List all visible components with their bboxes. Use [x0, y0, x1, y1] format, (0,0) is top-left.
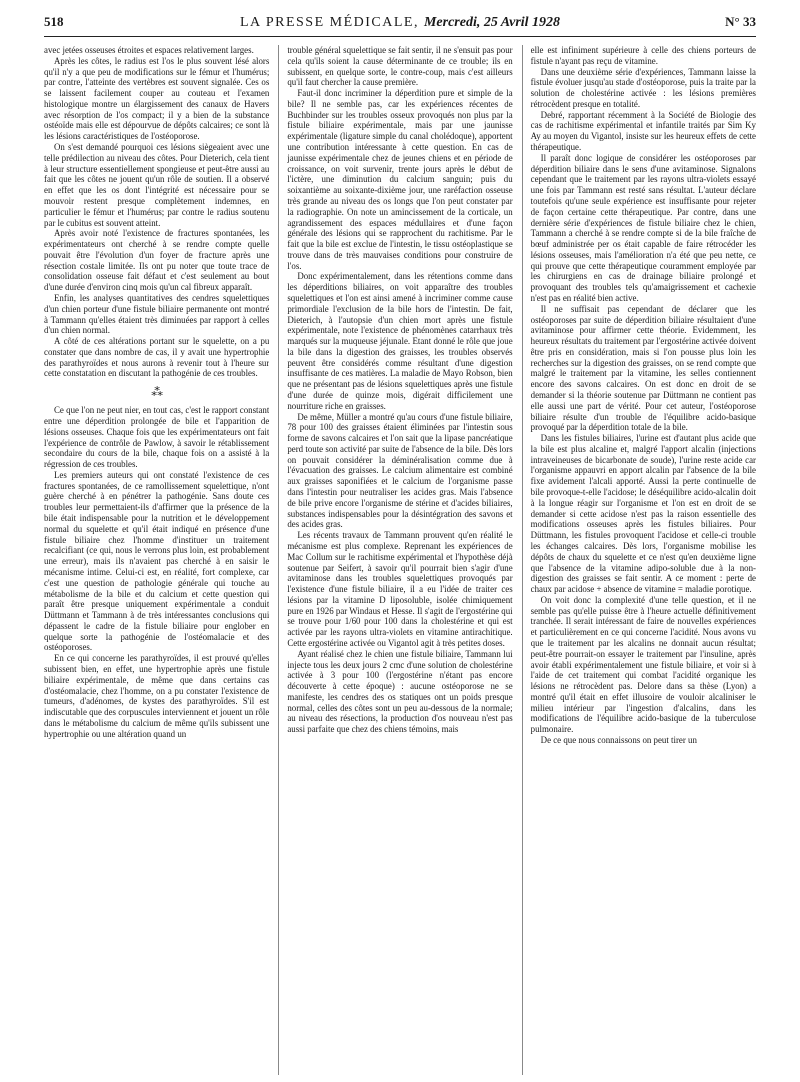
paragraph: De ce que nous connaissons on peut tirer un: [540, 735, 697, 745]
paragraph: avec jetées osseuses étroites et espaces relativement larges.: [44, 45, 254, 55]
paragraph: Donc expérimentalement, dans les rétentions comme dans les déperditions biliaires, on voit apparaître des troubles squelettiques et l'on est ainsi amené à incriminer comme cause primordiale l'exclusion de la bile hors de l'intestin. De fait, Dieterich, à l'autopsie d'un chien mort après une fistule expérimentale, note l'existence de phénomènes catarrhaux très marqués sur la muqueuse jéjunale. Etant donné le rôle que joue la bile dans la digestion des graisses, les troubles observés peuvent être considérés comme résultant d'une digestion insuffisante de ces matières. La maladie de Mayo Robson, bien que ne présentant pas de lésions squelettiques après une fistule d'une durée de quinze mois, digérait difficilement une nourriture riche en graisses.: [287, 271, 513, 411]
issue-number: N° 33: [725, 14, 756, 29]
paragraph: Après avoir noté l'existence de fractures spontanées, les expérimentateurs ont cherché à se rendre compte quelle pouvait être l'évolution d'un foyer de fracture après une résection costale limitée. Ils ont pu noter que toute trace de consolidation osseuse fait défaut et c'est seulement au bout d'une durée d'environ cinq mois qu'un cal fibreux apparaît.: [44, 228, 270, 293]
paragraph: Après les côtes, le radius est l'os le plus souvent lésé alors qu'il n'y a que peu de modifications sur le fémur et l'humérus; par contre, l'atteinte des vertèbres est souvent signalée. Ces os se laissent facilement couper au couteau et l'examen histologique montre un élargissement des canaux de Havers avec résorption de l'os compact; il y a bien de la substance ostéoïde mais elle est dépourvue de dépôts calcaires; ce sont là les lésions caractéristiques de l'ostéoporose.: [44, 55, 270, 142]
paragraph: Les récents travaux de Tammann prouvent qu'en réalité le mécanisme est plus complexe. Reprenant les expériences de Mac Collum sur le rachitisme expérimental et l'hypothèse déjà soutenue par Seifert, à savoir qu'il pourrait bien s'agir d'une avitaminose dans les troubles squelettiques provoqués par l'existence d'une fistule biliaire, il a eu l'idée de traiter ces lésions par la vitamine D liposoluble, isolée chimiquement pure en 1926 par Windaus et Hesse. Il s'agit de l'ergostérine qui se trouve pour 1/60 pour 100 dans la cholestérine et qui est activée par les rayons ultra-violets en vitamine antirachitique. Cette ergostérine activée ou Vigantol agit à très petites doses.: [287, 530, 513, 648]
journal-title-line: [104, 15, 696, 31]
journal-title: LA PRESSE MÉDICALE,: [239, 15, 419, 30]
paragraph: Faut-il donc incriminer la déperdition pure et simple de la bile? Il ne semble pas, car les expériences récentes de Buchbinder sur les troubles osseux provoqués non plus par la fistule biliaire expérimentale, mais par une jaunisse expérimentale (ligature simple du canal cholédoque), apportent une contribution intéressante à cette question. En cas de jaunisse expérimentale chez de jeunes chiens et en période de croissance, on voit survenir, trente jours après le début de l'ictère, une diminution du calcium sanguin; puis du soixantième au soixante-dixième jour, une raréfaction osseuse très grande au niveau des os longs que l'on peut constater par la radiographie. On note un amincissement de la corticale, un agrandissement des espaces médullaires et d'une façon générale des lésions qui se rapprochent du rachitisme. Par le fait que la bile est exclue de l'intestin, le tissu ostéoplastique se trouve dans de très mauvaises conditions pour construire de l'os.: [287, 88, 513, 271]
paragraph: Dans une deuxième série d'expériences, Tammann laisse la fistule évoluer jusqu'au stade d'ostéoporose, puis la traite par la solution de cholestérine activée : les lésions premières rétrocèdent presque en totalité.: [530, 66, 756, 109]
paragraph: Ayant réalisé chez le chien une fistule biliaire, Tammann lui injecte tous les deux jours 2 cmc d'une solution de cholestérine activée à 3 pour 100 (l'ergostérine n'étant pas encore découverte à cette époque) : aucune ostéoporose ne se manifeste, les cendres des os statiques ont un poids presque normal, celles des côtes sont un peu au-dessous de la normale; au niveau des résections, la production d'os nouveau n'est pas aussi parfaite que chez des chiens témoins, mais: [287, 648, 513, 735]
running-header: [44, 14, 756, 37]
section-separator: ⁂: [151, 385, 163, 400]
paragraph: trouble général squelettique se fait sentir, il ne s'ensuit pas pour cela qu'ils soient la cause déterminante de ce trouble; ils en subissent, en quelque sorte, le contre-coup, mais c'est ailleurs qu'il faut chercher la cause première.: [287, 45, 513, 88]
paragraph: De même, Müller a montré qu'au cours d'une fistule biliaire, 78 pour 100 des graisses étaient éliminées par l'intestin sous forme de savons calcaires et l'on sait que la lipase pancréatique perd toute son activité par suite de l'absence de la bile. Dès lors on pouvait considérer la déminéralisation comme due à l'évacuation des graisses. Le calcium alimentaire est combiné aux graisses saponifiées et le calcium de l'organisme passe dans l'intestin pour neutraliser les acides gras. Mais l'absence de bile prive encore l'organisme de stérine et d'acides biliaires, substances indispensables pour la désintégration des savons et des acides gras.: [287, 411, 513, 530]
paragraph: Dans les fistules biliaires, l'urine est d'autant plus acide que la bile est plus alcaline et, malgré l'apport alcalin (injections intraveineuses de bicarbonate de soude), l'urine reste acide car l'organisme appauvri en apport alcalin par l'absence de la bile fixe avidement l'alcali apporté. Aussi la perte continuelle de bile provoque-t-elle l'acidose; le déséquilibre acido-alcalin doit à la longue réagir sur l'organisme et l'on est en droit de se demander si cette acidose n'est pas la raison essentielle des modifications osseuses après les fistules biliaires. Pour Düttmann, les fistules provoquent l'acidose et celle-ci trouble les échanges calcaires. Dès lors, l'organisme mobilise les dépôts de chaux du squelette et ce n'est qu'en deuxième ligne que l'absence de la vitamine adipo-soluble due à la non-digestion des graisses se fait sentir. A ce moment : perte de chaux par acidose + absence de vitamine = maladie porotique.: [530, 433, 756, 595]
paragraph: On voit donc la complexité d'une telle question, et il ne semble pas qu'elle puisse être à l'heure actuelle définitivement tranchée. Il serait intéressant de faire de nouvelles expériences et particulièrement en ce qui concerne l'acidité. Nous avons vu que le traitement par les alcalins ne donnait aucun résultat; peut-être pourrait-on essayer le traitement par l'insuline, après avoir établi expérimentalement une fistule biliaire, et voir si à l'aide de cet traitement qui combat l'acidité organique les lésions ne rétrocèdent pas. Delore dans sa thèse (Lyon) a montré qu'il était en effet illusoire de vouloir alcaliniser le milieu intérieur par l'ingestion d'alcalins, dans les modifications de l'équilibre acido-basique de la tuberculose pulmonaire.: [530, 594, 756, 735]
text-columns: [44, 45, 756, 1075]
paragraph: Il ne suffisait pas cependant de déclarer que les ostéoporoses par suite de déperdition biliaire résultaient d'une avitaminose pour affirmer cette théorie. Evidemment, les heureux résultats du traitement par l'ergostérine activée doivent être pris en considération, mais si l'on pousse plus loin les recherches sur la digestion des graisses, on se rend compte que malgré le traitement par la vitamine, les selles contiennent encore des savons calcaires. On est donc en droit de se demander si la théorie soutenue par Düttmann ne contient pas elle aussi une part de vérité. Pour cet auteur, l'ostéoporose biliaire résulte d'un trouble de l'équilibre acido-basique provoqué par la déperdition totale de la bile.: [530, 303, 756, 433]
paragraph: Il paraît donc logique de considérer les ostéoporoses par déperdition biliaire dans le sens d'une avitaminose. Signalons cependant que le traitement par les rayons ultra-violets essayé une fois par Tammann est resté sans résultat. L'auteur déclare toutefois qu'une seule expérience est insuffisante pour rejeter de façon certaine cette thérapeutique. Par contre, dans une dernière série d'expériences de fistule biliaire chez le chien, Tammann a cherché à se rendre compte si de la bile fraîche de bœuf administrée per os était capable de faire rétrocéder les lésions osseuses, mais l'amélioration n'a été que peu nette, ce qui prouve que cette thérapeutique couramment employée par les chirurgiens en cas de drainage biliaire prolongé et provoquant des troubles tels qu'amaigrissement et cachexie n'est pas en réalité bien active.: [530, 152, 756, 303]
column-3: [522, 45, 756, 1075]
issue-date: Mercredi, 25 Avril 1928: [423, 15, 561, 30]
paragraph: On s'est demandé pourquoi ces lésions siègeaient avec une telle prédilection au niveau des côtes. Pour Dieterich, cela tient à leur structure essentiellement spongieuse et peut-être aussi au fait que les côtes ne jouent qu'un rôle de soutien. Il a observé en effet que les os dont l'intégrité est nécessaire pour se mouvoir restent presque complètement indemnes, en particulier le fémur et l'humérus; par contre le radius soutenu par le cubitus est souvent atteint.: [44, 142, 270, 228]
column-1: [44, 45, 269, 1075]
paragraph: En ce qui concerne les parathyroïdes, il est prouvé qu'elles subissent bien, en effet, une hypertrophie après une fistule biliaire expérimentale, de même que dans certains cas d'ostéomalacie, chez l'homme, on a pu constater l'existence de tumeurs, d'adénomes, de kystes des parathyroïdes. S'il est indiscutable que des corpuscules interviennent et jouent un rôle dans le métabolisme du calcium de même qu'ils subissent une hypertrophie ou une altération quand un: [44, 653, 270, 739]
paragraph: elle est infiniment supérieure à celle des chiens porteurs de fistule n'ayant pas reçu de vitamine.: [530, 45, 756, 66]
paragraph: Enfin, les analyses quantitatives des cendres squelettiques d'un chien porteur d'une fistule biliaire permanente ont montré à Tammann qu'elles étaient très diminuées par rapport à celles d'un chien normal.: [44, 292, 270, 336]
page-number: 518: [44, 14, 64, 29]
paragraph: Les premiers auteurs qui ont constaté l'existence de ces fractures spontanées, de ce ramollissement squelettique, n'ont guère cherché à en pénétrer la pathogénie. Sans doute ces troubles leur permettaient-ils d'affirmer que la présence de la bile était indispensable pour la nutrition et le développement normal du squelette et qu'il était indiqué en présence d'une fistule biliaire chez l'homme d'instituer un traitement recalcifiant (ce qui, nous le verrons plus loin, est probablement une erreur), mais ils n'avaient pas cherché à en saisir le mécanisme intime. Celui-ci est, en réalité, fort complexe, car c'est une question de pathologie générale qui touche au métabolisme de la bile et du calcium et cette question qui paraît être presque uniquement expérimentale a conduit Düttmann et Tammann à de très intéressantes conclusions qui dépassent le cadre de la fistule biliaire pour englober en quelque sorte la pathogénie de l'ostéomalacie et des ostéoporoses.: [44, 469, 270, 653]
paragraph: Debré, rapportant récemment à la Société de Biologie des cas de rachitisme expérimental et infantile traités par Sim Ky Ay au moyen du Vigantol, insiste sur les heureux effets de cette thérapeutique.: [530, 109, 756, 153]
paragraph: A côté de ces altérations portant sur le squelette, on a pu constater que dans nombre de cas, il y avait une hypertrophie des parathyroïdes et nous aurons à revenir tout à l'heure sur cette constatation en discutant la pathogénie de ces troubles.: [44, 336, 270, 379]
column-2: [278, 45, 512, 1075]
paragraph: Ce que l'on ne peut nier, en tout cas, c'est le rapport constant entre une déperdition prolongée de bile et l'apparition de lésions osseuses. Chaque fois que les expérimentateurs ont fait l'expérience de contrôle de Pawlow, à savoir le rétablissement secondaire du cours de la bile, chaque fois on a assisté à la régression de ces troubles.: [44, 405, 270, 470]
